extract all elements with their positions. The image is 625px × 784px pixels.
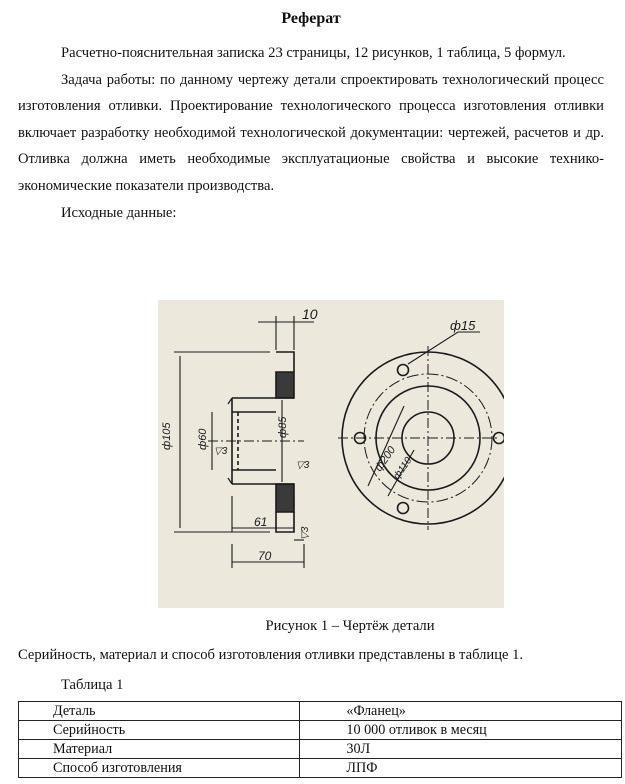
paragraph-initial-data: Исходные данные:: [61, 204, 177, 221]
table-cell-label: Материал: [19, 740, 300, 759]
roughness-3-bottom: ▽3: [300, 526, 311, 540]
page-title: Реферат: [281, 10, 341, 27]
roughness-3-right: ▽3: [296, 460, 310, 471]
table-cell-label: Деталь: [19, 702, 300, 721]
dim-61: 61: [254, 515, 268, 529]
table-cell-value: ЛПФ: [300, 759, 622, 778]
dim-85: ф85: [277, 416, 289, 438]
table-cell-label: Способ изготовления: [19, 759, 300, 778]
table-row: [19, 740, 622, 759]
table-cell-value: 30Л: [300, 740, 622, 759]
paragraph-summary: Расчетно-пояснительная записка 23 страницы, 12 рисунков, 1 таблица, 5 формул.: [61, 45, 566, 61]
paragraph-table-intro: Серийность, материал и способ изготовления отливки представлены в таблице 1.: [18, 647, 524, 663]
flange-section-view: [174, 316, 314, 568]
table-cell-label: Серийность: [19, 721, 300, 740]
table-row: [19, 702, 622, 721]
document-page: [18, 4, 604, 776]
dim-10: 10: [302, 306, 318, 322]
dim-60: ф60: [197, 428, 209, 450]
dim-200: ф200: [372, 444, 399, 474]
table-cell-value: 10 000 отливок в месяц: [300, 721, 622, 740]
dim-110: ф110: [391, 455, 415, 482]
flange-front-view: [338, 332, 504, 530]
table-cell-value: «Фланец»: [300, 702, 622, 721]
roughness-3-left: ▽3: [214, 446, 228, 457]
paragraph-task: Задача работы: по данному чертежу детали спроектировать технологический процесс изготовления отливки. Проектирование технологического процесса изготовления отливки включает разработку необходимой технологической документации: чертежей, расчетов и др. Отливка должна иметь необходимые эксплуатационые свойства и высокие технико-экономические показатели производства.: [18, 71, 604, 194]
part-drawing-figure: [158, 300, 504, 608]
flange-drawing: [158, 300, 504, 608]
table-row: [19, 721, 622, 740]
figure-caption: Рисунок 1 – Чертёж детали: [265, 618, 435, 634]
dim-70: 70: [258, 549, 272, 563]
table-row: [19, 759, 622, 778]
table-label: Таблица 1: [61, 677, 124, 693]
initial-data-table: [18, 701, 622, 778]
dim-105: ф105: [161, 422, 173, 450]
dim-15: ф15: [450, 318, 476, 333]
